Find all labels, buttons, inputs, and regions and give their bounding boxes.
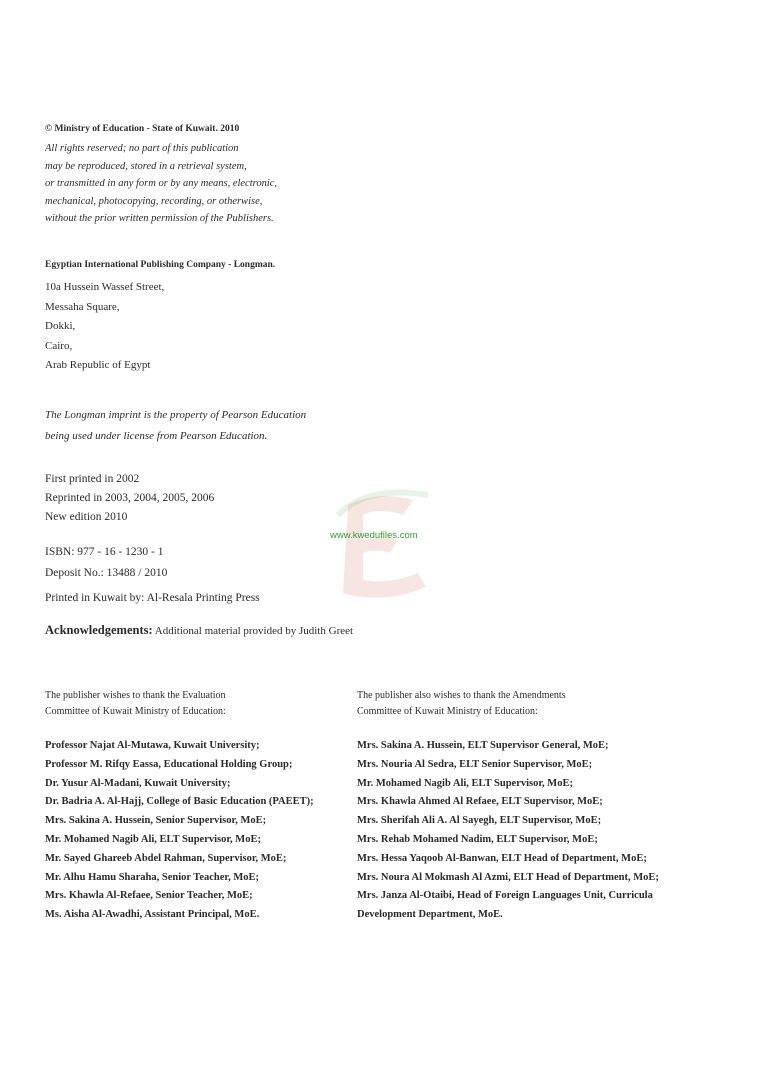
rights-line: All rights reserved; no part of this publication: [45, 143, 239, 154]
acknowledgements: [45, 623, 353, 638]
copyright-heading: © Ministry of Education - State of Kuwait. 2010: [45, 124, 240, 134]
list-item: Mrs. Noura Al Mokmash Al Azmi, ELT Head of Department, MoE;: [357, 871, 659, 883]
evaluation-intro: [45, 688, 345, 720]
list-item: Mr. Mohamed Nagib Ali, ELT Supervisor, MoE;: [357, 777, 573, 789]
amendments-intro: [357, 688, 757, 720]
imprint-notice: [45, 405, 306, 447]
edition-history: [45, 470, 214, 527]
rights-line: or transmitted in any form or by any means, electronic,: [45, 178, 278, 189]
isbn-number: ISBN: 977 - 16 - 1230 - 1: [45, 546, 164, 558]
list-item: Dr. Yusur Al-Madani, Kuwait University;: [45, 777, 231, 789]
rights-line: mechanical, photocopying, recording, or otherwise,: [45, 195, 263, 207]
address-line: Cairo,: [45, 339, 73, 352]
list-item: Mrs. Sakina A. Hussein, ELT Supervisor General, MoE;: [357, 740, 609, 751]
watermark-logo-icon: [318, 485, 448, 615]
intro-line: Committee of Kuwait Ministry of Education:: [45, 706, 226, 717]
list-item: Development Department, MoE.: [357, 909, 503, 921]
list-item: Mrs. Hessa Yaqoob Al-Banwan, ELT Head of Department, MoE;: [357, 852, 647, 864]
evaluation-names-list: [45, 737, 345, 925]
list-item: Dr. Badria A. Al-Hajj, College of Basic Education (PAEET);: [45, 796, 314, 808]
list-item: Mr. Mohamed Nagib Ali, ELT Supervisor, MoE;: [45, 833, 261, 845]
list-item: Mrs. Khawla Ahmed Al Refaee, ELT Supervisor, MoE;: [357, 796, 603, 808]
list-item: Mr. Alhu Hamu Sharaha, Senior Teacher, MoE;: [45, 871, 260, 883]
amendments-committee-column: [357, 688, 757, 925]
address-line: Arab Republic of Egypt: [45, 359, 151, 371]
publisher-name: Egyptian International Publishing Company - Longman.: [45, 260, 276, 270]
watermark-url: www.kwedufiles.com: [330, 530, 418, 541]
list-item: Professor Najat Al-Mutawa, Kuwait University;: [45, 740, 260, 751]
edition-line: Reprinted in 2003, 2004, 2005, 2006: [45, 492, 215, 504]
rights-line: may be reproduced, stored in a retrieval system,: [45, 160, 247, 172]
list-item: Professor M. Rifqy Eassa, Educational Holding Group;: [45, 758, 293, 770]
rights-line: without the prior written permission of the Publishers.: [45, 213, 274, 224]
isbn-block: [45, 542, 167, 584]
list-item: Mr. Sayed Ghareeb Abdel Rahman, Supervisor, MoE;: [45, 852, 287, 864]
intro-line: The publisher wishes to thank the Evaluation: [45, 690, 226, 701]
imprint-line: The Longman imprint is the property of Pearson Education: [45, 409, 307, 421]
edition-line: New edition 2010: [45, 511, 128, 523]
list-item: Mrs. Nouria Al Sedra, ELT Senior Supervisor, MoE;: [357, 758, 593, 770]
intro-line: Committee of Kuwait Ministry of Education:: [357, 706, 538, 717]
printed-by: Printed in Kuwait by: Al-Resala Printing Press: [45, 592, 260, 604]
address-line: Dokki,: [45, 320, 76, 332]
list-item: Mrs. Rehab Mohamed Nadim, ELT Supervisor, MoE;: [357, 833, 598, 845]
rights-statement: [45, 140, 277, 228]
intro-line: The publisher also wishes to thank the Amendments: [357, 690, 566, 701]
list-item: Mrs. Khawla Al-Refaee, Senior Teacher, MoE;: [45, 890, 253, 902]
address-line: Messaha Square,: [45, 300, 120, 313]
list-item: Ms. Aisha Al-Awadhi, Assistant Principal, MoE.: [45, 909, 260, 921]
acknowledgements-label: Acknowledgements:: [45, 623, 153, 637]
deposit-number: Deposit No.: 13488 / 2010: [45, 567, 168, 579]
imprint-line: being used under license from Pearson Education.: [45, 430, 268, 442]
acknowledgements-text: Additional material provided by Judith Greet: [154, 625, 354, 637]
publisher-address: [45, 278, 164, 376]
list-item: Mrs. Sherifah Ali A. Al Sayegh, ELT Supervisor, MoE;: [357, 815, 602, 827]
evaluation-committee-column: [45, 688, 345, 925]
list-item: Mrs. Janza Al-Otaibi, Head of Foreign Languages Unit, Curricula: [357, 890, 653, 902]
amendments-names-list: [357, 737, 757, 925]
address-line: 10a Hussein Wassef Street,: [45, 281, 165, 293]
list-item: Mrs. Sakina A. Hussein, Senior Supervisor, MoE;: [45, 815, 267, 827]
edition-line: First printed in 2002: [45, 473, 140, 485]
